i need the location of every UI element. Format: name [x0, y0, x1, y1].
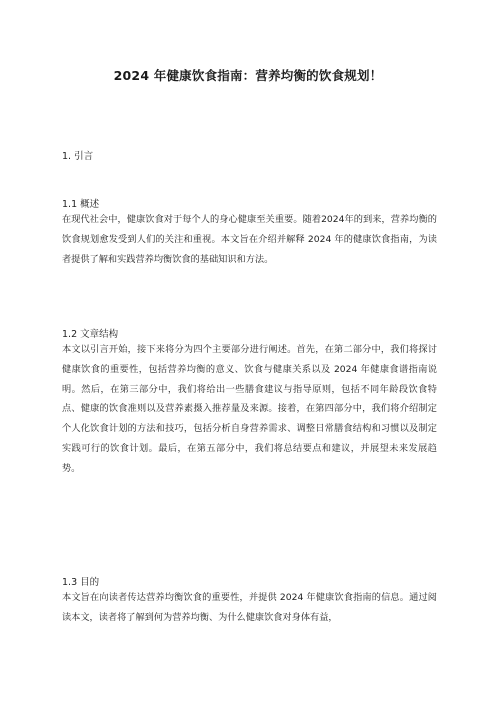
section-heading-structure: 1.2 文章结构: [62, 329, 119, 340]
document-title: 2024 年健康饮食指南：营养均衡的饮食规划！: [113, 68, 383, 83]
paragraph-structure: 本文以引言开始，接下来将分为四个主要部分进行阐述。首先，在第二部分中，我们将探讨健康饮食的重要性，包括营养均衡的意义、饮食与健康关系以及 2024 年健康食谱指南说明。然后，在第三部分中，我们将给出一些膳食建议与指导原则，包括不同年龄段饮食特点、健康的饮食准则以及营养素摄入推荐量及来源。接着，在第四部分中，我们将介绍制定个人化饮食计划的方法和技巧，包括分析自身营养需求、调整日常膳食结构和习惯以及制定实践可行的饮食计划。最后，在第五部分中，我们将总结要点和建议，并展望未来发展趋势。: [62, 344, 437, 474]
paragraph-overview: 在现代社会中，健康饮食对于每个人的身心健康至关重要。随着2024年的到来，营养均衡的饮食规划愈发受到人们的关注和重视。本文旨在介绍并解释 2024 年的健康饮食指南，为读者提供了解和实践营养均衡饮食的基础知识和方法。: [62, 214, 437, 265]
paragraph-purpose: 本文旨在向读者传达营养均衡饮食的重要性，并提供 2024 年健康饮食指南的信息。通过阅读本文，读者将了解到何为营养均衡、为什么健康饮食对身体有益，: [62, 592, 437, 623]
section-heading-intro: 1. 引言: [62, 151, 94, 162]
section-heading-overview: 1.1 概述: [62, 199, 100, 210]
section-heading-purpose: 1.3 目的: [62, 577, 100, 588]
